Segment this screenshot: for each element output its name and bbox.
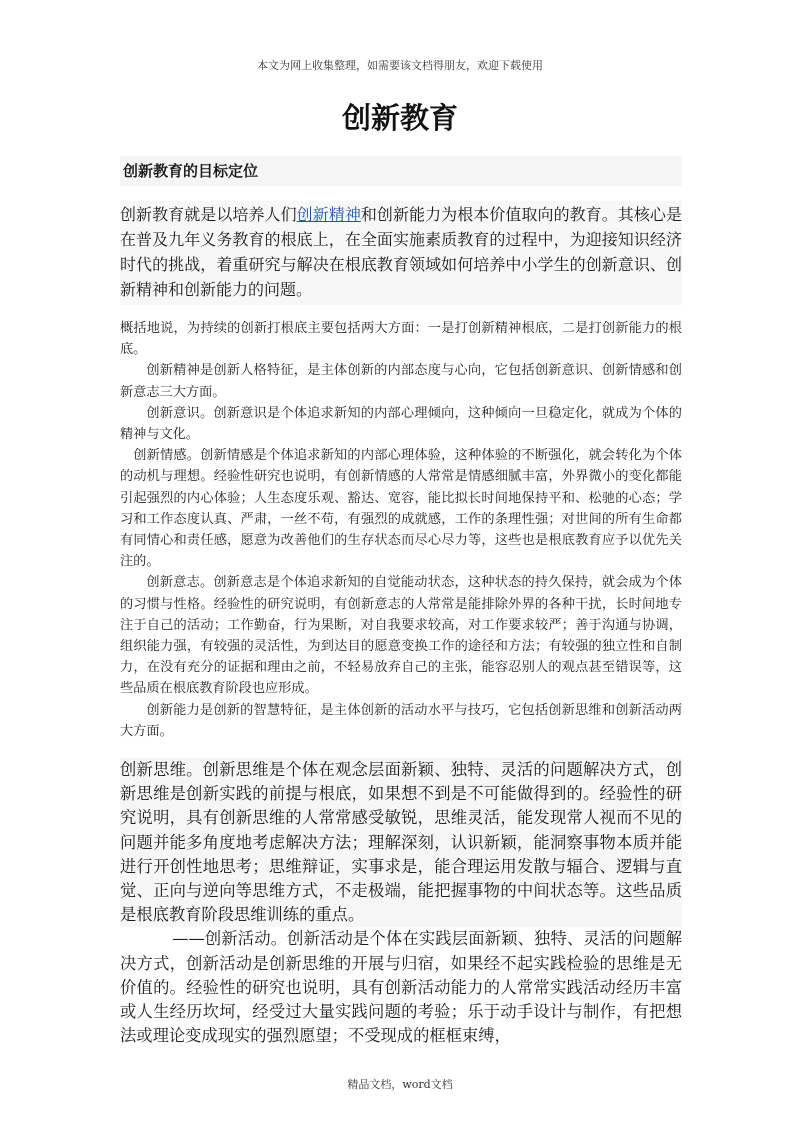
page-header-note: 本文为网上收集整理，如需要该文档得朋友，欢迎下载使用 xyxy=(257,59,543,72)
innovation-will-paragraph: 创新意志。创新意志是个体追求新知的自觉能动状态，这种状态的持久保持，就会成为个体的习惯与性格。经验性的研究说明，有创新意志的人常常是能排除外界的各种干扰，长时间地专注于自己的活动；工作勤奋，行为果断，对自我要求较高，对工作要求较严；善于沟通与协调，组织能力强，有较强的灵活性，为到达目的愿意变换工作的途径和方法；有较强的独立性和自制力，在没有充分的证据和理由之前，不轻易放弃自己的主张，能容忍别人的观点甚至错误等，这些品质在根底教育阶段也应形成。 xyxy=(120,575,682,697)
innovation-spirit-link[interactable]: 创新精神 xyxy=(296,205,361,224)
innovative-thinking-paragraph: 创新思维。创新思维是个体在观念层面新颖、独特、灵活的问题解决方式，创新思维是创新实践的前提与根底，如果想不到是不可能做得到的。经验性的研究说明，具有创新思维的人常常感受敏锐，思维灵活，能发现常人视而不见的问题并能多角度地考虑解决方法；理解深刻，认识新颖，能洞察事物本质并能进行开创性地思考；思维辩证，实事求是，能合理运用发散与辐合、逻辑与直觉、正向与逆向等思维方式，不走极端，能把握事物的中间状态等。这些品质是根底教育阶段思维训练的重点。 xyxy=(120,758,682,927)
intro-text-before-link: 创新教育就是以培养人们 xyxy=(120,205,297,224)
document-title: 创新教育 xyxy=(341,101,458,135)
innovation-emotion-paragraph: 创新情感。创新情感是个体追求新知的内部心理体验，这种体验的不断强化，就会转化为个体的动机与理想。经验性研究也说明，有创新情感的人常常是情感细腻丰富，外界微小的变化都能引起强烈的内心体验；人生态度乐观、豁达、宽容，能比拟长时间地保持平和、松驰的心态；学习和工作态度认真、严肃，一丝不苟，有强烈的成就感，工作的条理性强；对世间的所有生命都有同情心和责任感，愿意为改善他们的生存状态而尽心尽力等，这些也是根底教育应予以优先关注的。 xyxy=(120,448,682,570)
thinking-activity-section xyxy=(120,758,682,1048)
section-heading: 创新教育的目标定位 xyxy=(120,156,682,186)
innovative-activity-paragraph: ——创新活动。创新活动是个体在实践层面新颖、独特、灵活的问题解决方式，创新活动是创新思维的开展与归宿，如果经不起实践检验的思维是无价值的。经验性的研究也说明，具有创新活动能力的人常常实践活动经历丰富或人生经历坎坷，经受过大量实践问题的考验；乐于动手设计与制作，有把想法或理论变成现实的强烈愿望；不受现成的框框束缚， xyxy=(120,929,682,1046)
innovation-ability-paragraph: 创新能力是创新的智慧特征，是主体创新的活动水平与技巧，它包括创新思维和创新活动两大方面。 xyxy=(120,702,682,739)
intro-text-after-link: 和创新能力为根本价值取向的教育。其核心是在普及九年义务教育的根底上，在全面实施素质教育的过程中，为迎接知识经济时代的挑战，着重研究与解决在根底教育领域如何培养中小学生的创新意识、创新精神和创新能力的问题。 xyxy=(120,205,682,299)
intro-paragraph xyxy=(120,201,682,305)
summary-paragraph: 概括地说，为持续的创新打根底主要包括两大方面：一是打创新精神根底，二是打创新能力的根底。 xyxy=(120,321,682,358)
innovation-awareness-paragraph: 创新意识。创新意识是个体追求新知的内部心理倾向，这种倾向一旦稳定化，就成为个体的精神与文化。 xyxy=(120,405,682,443)
body-section xyxy=(120,318,682,742)
page-footer-note: 精品文档，word文档 xyxy=(347,1078,453,1091)
innovation-spirit-paragraph: 创新精神是创新人格特征，是主体创新的内部态度与心向，它包括创新意识、创新情感和创新意志三大方面。 xyxy=(120,363,682,400)
